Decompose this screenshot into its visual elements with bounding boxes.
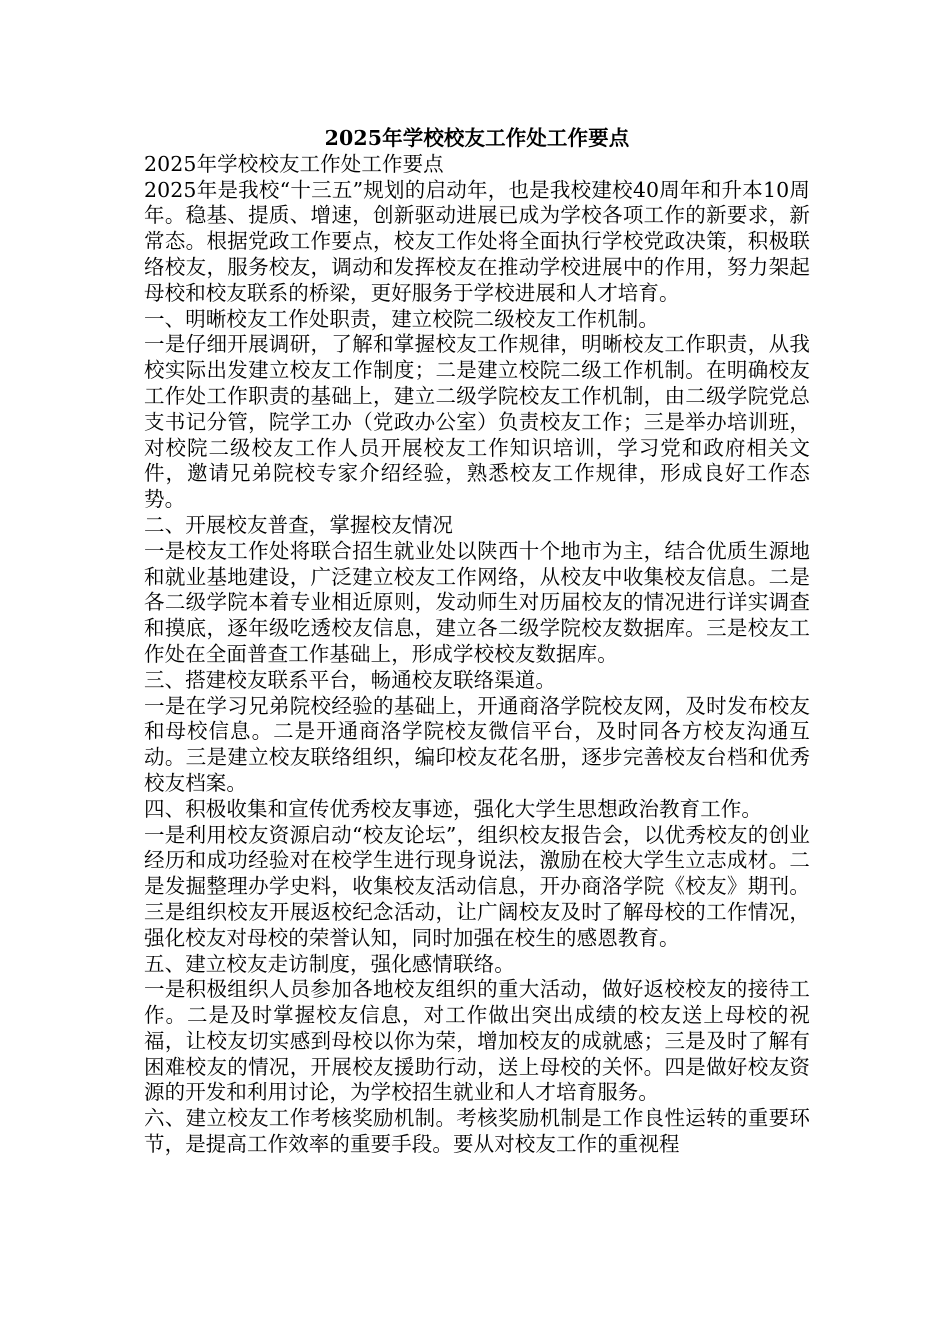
section-heading-6: 六、建立校友工作考核奖励机制。考核奖励机制是工作良性运转的重要环节，是提高工作效率的重要手段。要从对校友工作的重视程 — [144, 1106, 810, 1157]
section-body-1: 一是仔细开展调研，了解和掌握校友工作规律，明晰校友工作职责，从我校实际出发建立校友工作制度；二是建立校院二级工作机制。在明确校友工作处工作职责的基础上，建立二级学院校友工作机制，由二级学院党总支书记分管，院学工办（党政办公室）负责校友工作；三是举办培训班，对校院二级校友工作人员开展校友工作知识培训，学习党和政府相关文件，邀请兄弟院校专家介绍经验，熟悉校友工作规律，形成良好工作态势。 — [144, 332, 810, 512]
section-body-2: 一是校友工作处将联合招生就业处以陕西十个地市为主，结合优质生源地和就业基地建设，广泛建立校友工作网络，从校友中收集校友信息。二是各二级学院本着专业相近原则，发动师生对历届校友的情况进行详实调查和摸底，逐年级吃透校友信息，建立各二级学院校友数据库。三是校友工作处在全面普查工作基础上，形成学校校友数据库。 — [144, 538, 810, 666]
paragraph-subtitle: 2025年学校校友工作处工作要点 — [144, 151, 444, 176]
section-heading-4: 四、积极收集和宣传优秀校友事迹，强化大学生思想政治教育工作。 — [144, 796, 762, 821]
section-heading-1: 一、明晰校友工作处职责，建立校院二级校友工作机制。 — [144, 306, 659, 331]
document-page — [144, 126, 810, 1158]
section-heading-5: 五、建立校友走访制度，强化感情联络。 — [144, 951, 515, 976]
section-heading-2: 二、开展校友普查，掌握校友情况 — [144, 512, 453, 537]
section-body-3: 一是在学习兄弟院校经验的基础上，开通商洛学院校友网，及时发布校友和母校信息。二是开通商洛学院校友微信平台，及时同各方校友沟通互动。三是建立校友联络组织，编印校友花名册，逐步完善校友台档和优秀校友档案。 — [144, 693, 810, 795]
paragraph-intro: 2025年是我校“十三五”规划的启动年，也是我校建校40周年和升本10周年。稳基、提质、增速，创新驱动进展已成为学校各项工作的新要求，新常态。根据党政工作要点，校友工作处将全面执行学校党政决策，积极联络校友，服务校友，调动和发挥校友在推动学校进展中的作用，努力架起母校和校友联系的桥梁，更好服务于学校进展和人才培育。 — [144, 177, 810, 305]
section-body-5: 一是积极组织人员参加各地校友组织的重大活动，做好返校校友的接待工作。二是及时掌握校友信息，对工作做出突出成绩的校友送上母校的祝福，让校友切实感到母校以你为荣，增加校友的成就感；三是及时了解有困难校友的情况，开展校友援助行动，送上母校的关怀。四是做好校友资源的开发和利用讨论，为学校招生就业和人才培育服务。 — [144, 977, 810, 1105]
section-body-4: 一是利用校友资源启动“校友论坛”，组织校友报告会，以优秀校友的创业经历和成功经验对在校学生进行现身说法，激励在校大学生立志成材。二是发掘整理办学史料，收集校友活动信息，开办商洛学院《校友》期刊。三是组织校友开展返校纪念活动，让广阔校友及时了解母校的工作情况，强化校友对母校的荣誉认知，同时加强在校生的感恩教育。 — [144, 822, 810, 950]
document-title: 2025年学校校友工作处工作要点 — [324, 126, 630, 150]
section-heading-3: 三、搭建校友联系平台，畅通校友联络渠道。 — [144, 667, 556, 692]
